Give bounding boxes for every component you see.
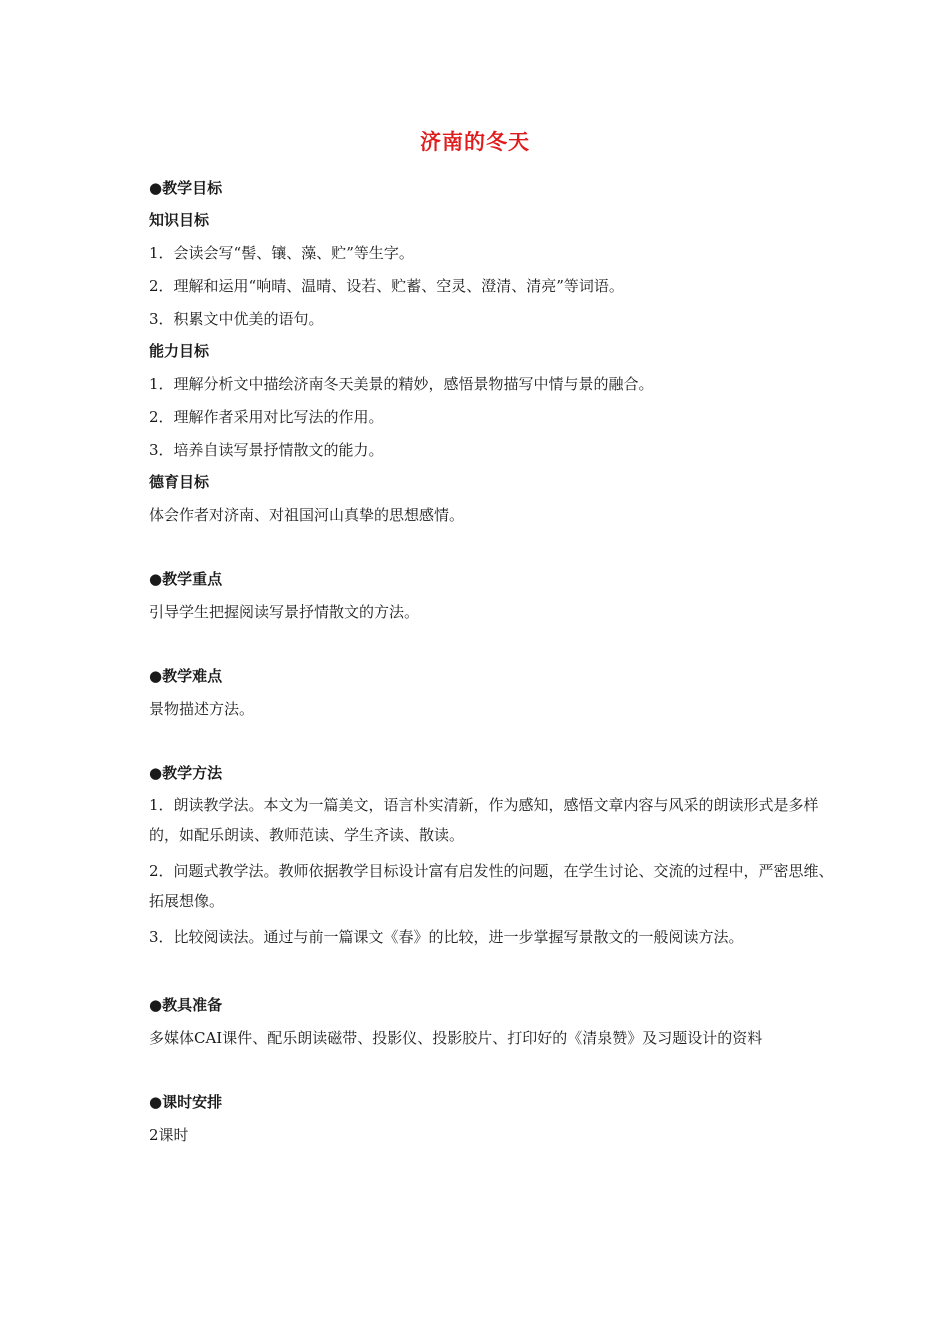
ability-item: 1．理解分析文中描绘济南冬天美景的精妙，感悟景物描写中情与景的融合。 [149,375,654,393]
subheading-moral: 德育目标 [149,473,210,491]
materials-text: 多媒体CAI课件、配乐朗读磁带、投影仪、投影胶片、打印好的《清泉赞》及习题设计的资料 [149,1029,763,1047]
schedule-text: 2课时 [149,1126,189,1144]
ability-item: 2．理解作者采用对比写法的作用。 [149,408,384,426]
document-title: 济南的冬天 [420,130,530,154]
section-heading-methods: ●教学方法 [149,764,223,782]
section-heading-materials: ●教具准备 [149,996,223,1014]
ability-item: 3．培养自读写景抒情散文的能力。 [149,441,384,459]
difficulties-text: 景物描述方法。 [149,700,255,718]
section-heading-difficulties: ●教学难点 [149,667,223,685]
key-points-text: 引导学生把握阅读写景抒情散文的方法。 [149,603,420,621]
method-item: 1．朗读教学法。本文为一篇美文，语言朴实清新，作为感知，感悟文章内容与风采的朗读形式是多样的，如配乐朗读、教师范读、学生齐读、散读。 [149,796,819,844]
section-heading-key-points: ●教学重点 [149,570,223,588]
section-heading-schedule: ●课时安排 [149,1093,223,1111]
subheading-knowledge: 知识目标 [149,211,210,229]
document-body [149,173,839,1146]
knowledge-item: 2．理解和运用“响晴、温晴、设若、贮蓄、空灵、澄清、清亮”等词语。 [149,277,624,295]
method-item: 3．比较阅读法。通过与前一篇课文《春》的比较，进一步掌握写景散文的一般阅读方法。 [149,928,744,946]
subheading-ability: 能力目标 [149,342,210,360]
section-heading-goals: ●教学目标 [149,179,223,197]
knowledge-item: 1．会读会写“髻、镶、藻、贮”等生字。 [149,244,414,262]
moral-text: 体会作者对济南、对祖国河山真挚的思想感情。 [149,506,465,524]
method-item: 2．问题式教学法。教师依据教学目标设计富有启发性的问题，在学生讨论、交流的过程中，严密思维、拓展想像。 [149,862,834,910]
knowledge-item: 3．积累文中优美的语句。 [149,310,324,328]
